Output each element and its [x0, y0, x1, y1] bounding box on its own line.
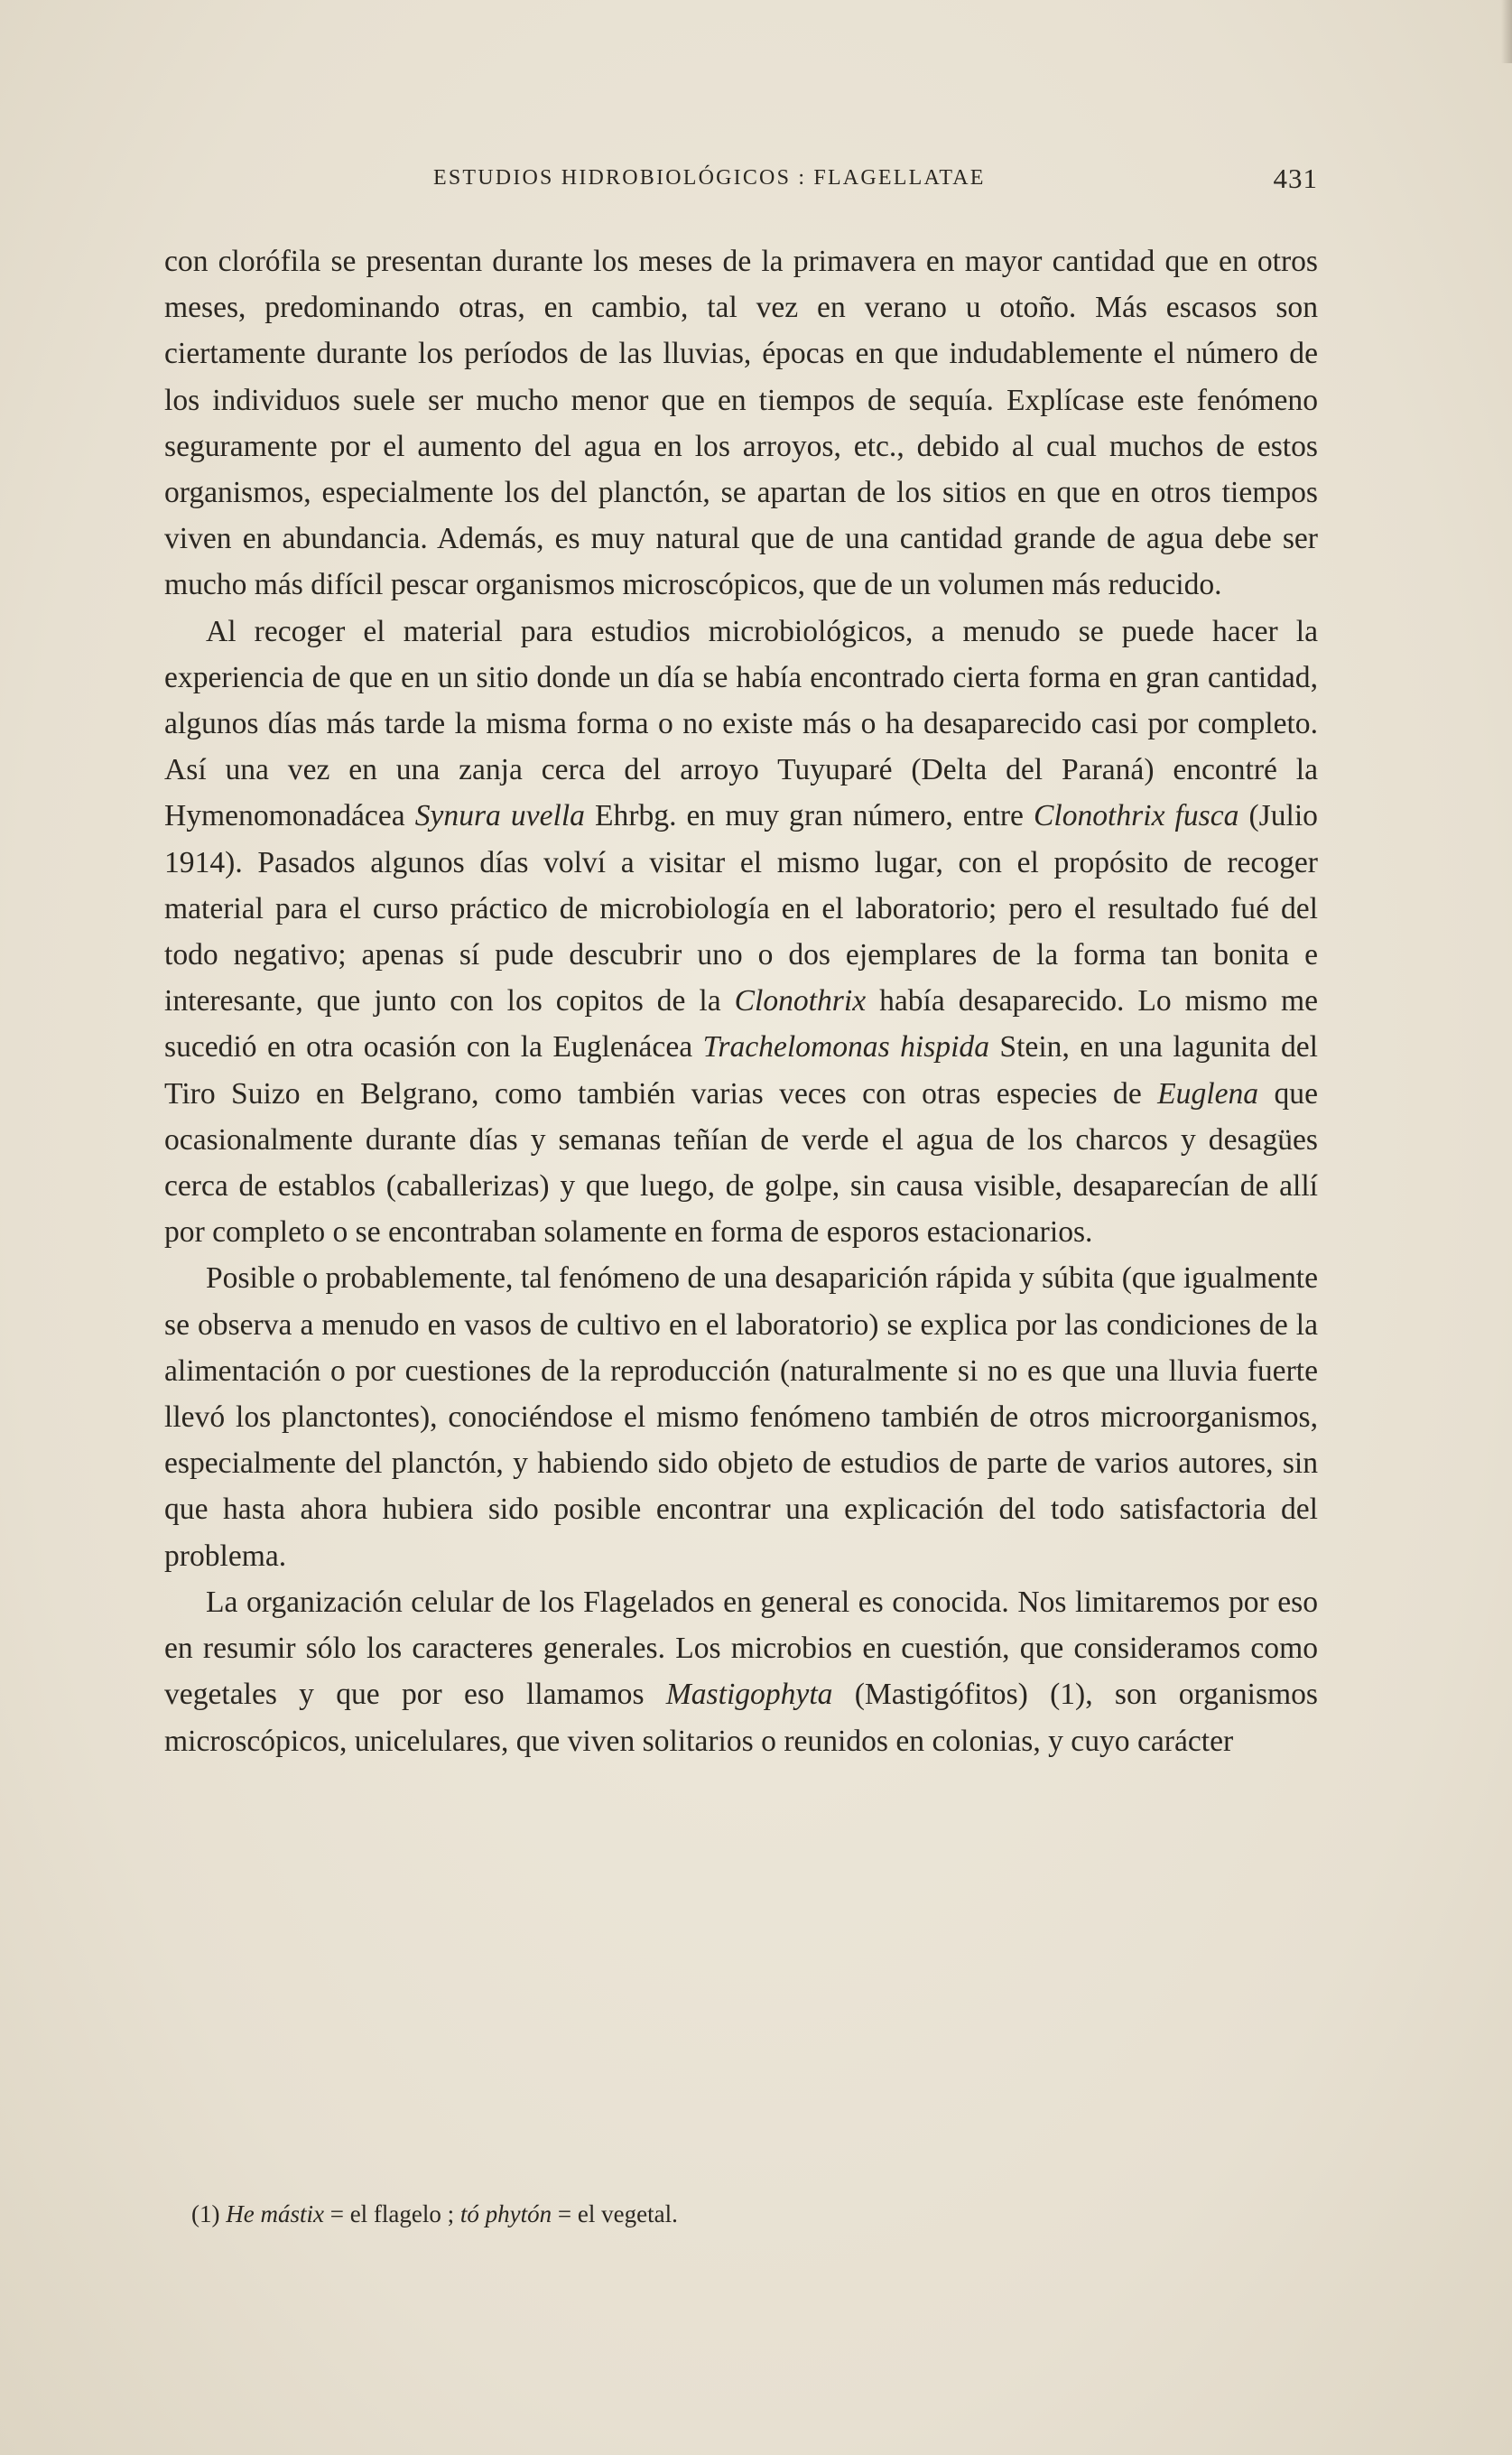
italic-text: Mastigophyta — [665, 1678, 833, 1712]
running-header — [433, 163, 1336, 199]
text-run: que ocasionalmente durante días y semanas teñían de verde el agua de los charcos y desagües cerca de establos (caballerizas) y que luego, de golpe, sin causa visible, desaparecían de allí por completo o se encontraban solamente en forma de esporos estacionarios. — [164, 1076, 1318, 1250]
paragraph — [164, 1579, 1318, 1764]
italic-text: Clonothrix fusca — [1033, 799, 1239, 833]
text-run: Posible o probablemente, tal fenómeno de una desaparición rápida y súbita (que igualmente se observa a menudo en vasos de cultivo en el laboratorio) se explica por las condiciones de la alimentación o por cuestiones de la reproducción (naturalmente si no es que una lluvia fuerte llevó los planctontes), conociéndose el mismo fenómeno también de otros microorganismos, especialmente del planctón, y habiendo sido objeto de estudios de parte de varios autores, sin que hasta ahora hubiera sido posible encontrar una explicación del todo satisfactoria del problema. — [164, 1261, 1318, 1573]
italic-text: Trachelomonas hispida — [702, 1030, 989, 1065]
text-run: (1) — [191, 2200, 227, 2227]
text-run: (Mastigófitos) (1), son organismos microscópicos, unicelulares, que viven solitarios o reunidos en colonias, y cuyo carácter — [164, 1678, 1318, 1758]
page-number: 431 — [1273, 163, 1318, 194]
text-run: = el flagelo ; — [323, 2200, 460, 2227]
text-run: había desaparecido. Lo mismo me sucedió en otra ocasión con la Euglenácea — [164, 984, 1319, 1065]
paragraph — [164, 1255, 1318, 1578]
text-run: Stein, en una lagunita del Tiro Suizo en Belgrano, como también varias veces con otras especies de — [164, 1030, 1318, 1111]
text-run: La organización celular de los Flagelados en general es conocida. Nos limitaremos por eso en resumir sólo los caracteres generales. Los microbios en cuestión, que consideramos como vegetales y que por eso llamamos — [164, 1585, 1318, 1712]
text-run: Ehrbg. en muy gran número, entre — [584, 799, 1034, 833]
italic-text: Synura uvella — [414, 799, 585, 833]
paragraph — [164, 609, 1318, 1256]
body-text — [164, 238, 1318, 1764]
paragraph — [164, 238, 1318, 609]
page-edge-shadow — [1501, 0, 1512, 63]
text-run: Al recoger el material para estudios microbiológicos, a menudo se puede hacer la experiencia de que en un sitio donde un día se había encontrado cierta forma en gran cantidad, algunos días más tarde la misma forma o no existe más o ha desaparecido casi por completo. Así una vez en una zanja cerca del arroyo Tuyuparé (Delta del Paraná) encontré la Hymenomonadácea — [164, 614, 1318, 833]
italic-text: tó phytón — [459, 2200, 552, 2227]
text-run: con clorófila se presentan durante los meses de la primavera en mayor cantidad que en otros meses, predominando otras, en cambio, tal vez en verano u otoño. Más escasos son ciertamente durante los períodos de las lluvias, épocas en que indudablemente el número de los individuos suele ser mucho menor que en tiempos de sequía. Explícase este fenómeno seguramente por el aumento del agua en los arroyos, etc., debido al cual muchos de estos organismos, especialmente los del planctón, se apartan de los sitios en que en otros tiempos viven en abundancia. Además, es muy natural que de una cantidad grande de agua debe ser mucho más difícil pescar organismos microscópicos, que de un volumen más reducido. — [164, 245, 1318, 602]
text-run: = el vegetal. — [552, 2200, 678, 2227]
italic-text: Euglena — [1157, 1076, 1259, 1111]
italic-text: Clonothrix — [734, 984, 867, 1018]
footnote — [191, 2198, 1311, 2230]
text-run: (Julio 1914). Pasados algunos días volví a visitar el mismo lugar, con el propósito de recoger material para el curso práctico de microbiología en el laboratorio; pero el resultado fué del todo negativo; apenas sí pude descubrir uno o dos ejemplares de la forma tan bonita e interesante, que junto con los copitos de la — [164, 799, 1318, 1018]
header-title: ESTUDIOS HIDROBIOLÓGICOS : FLAGELLATAE — [433, 166, 986, 190]
italic-text: He mástix — [226, 2200, 324, 2227]
